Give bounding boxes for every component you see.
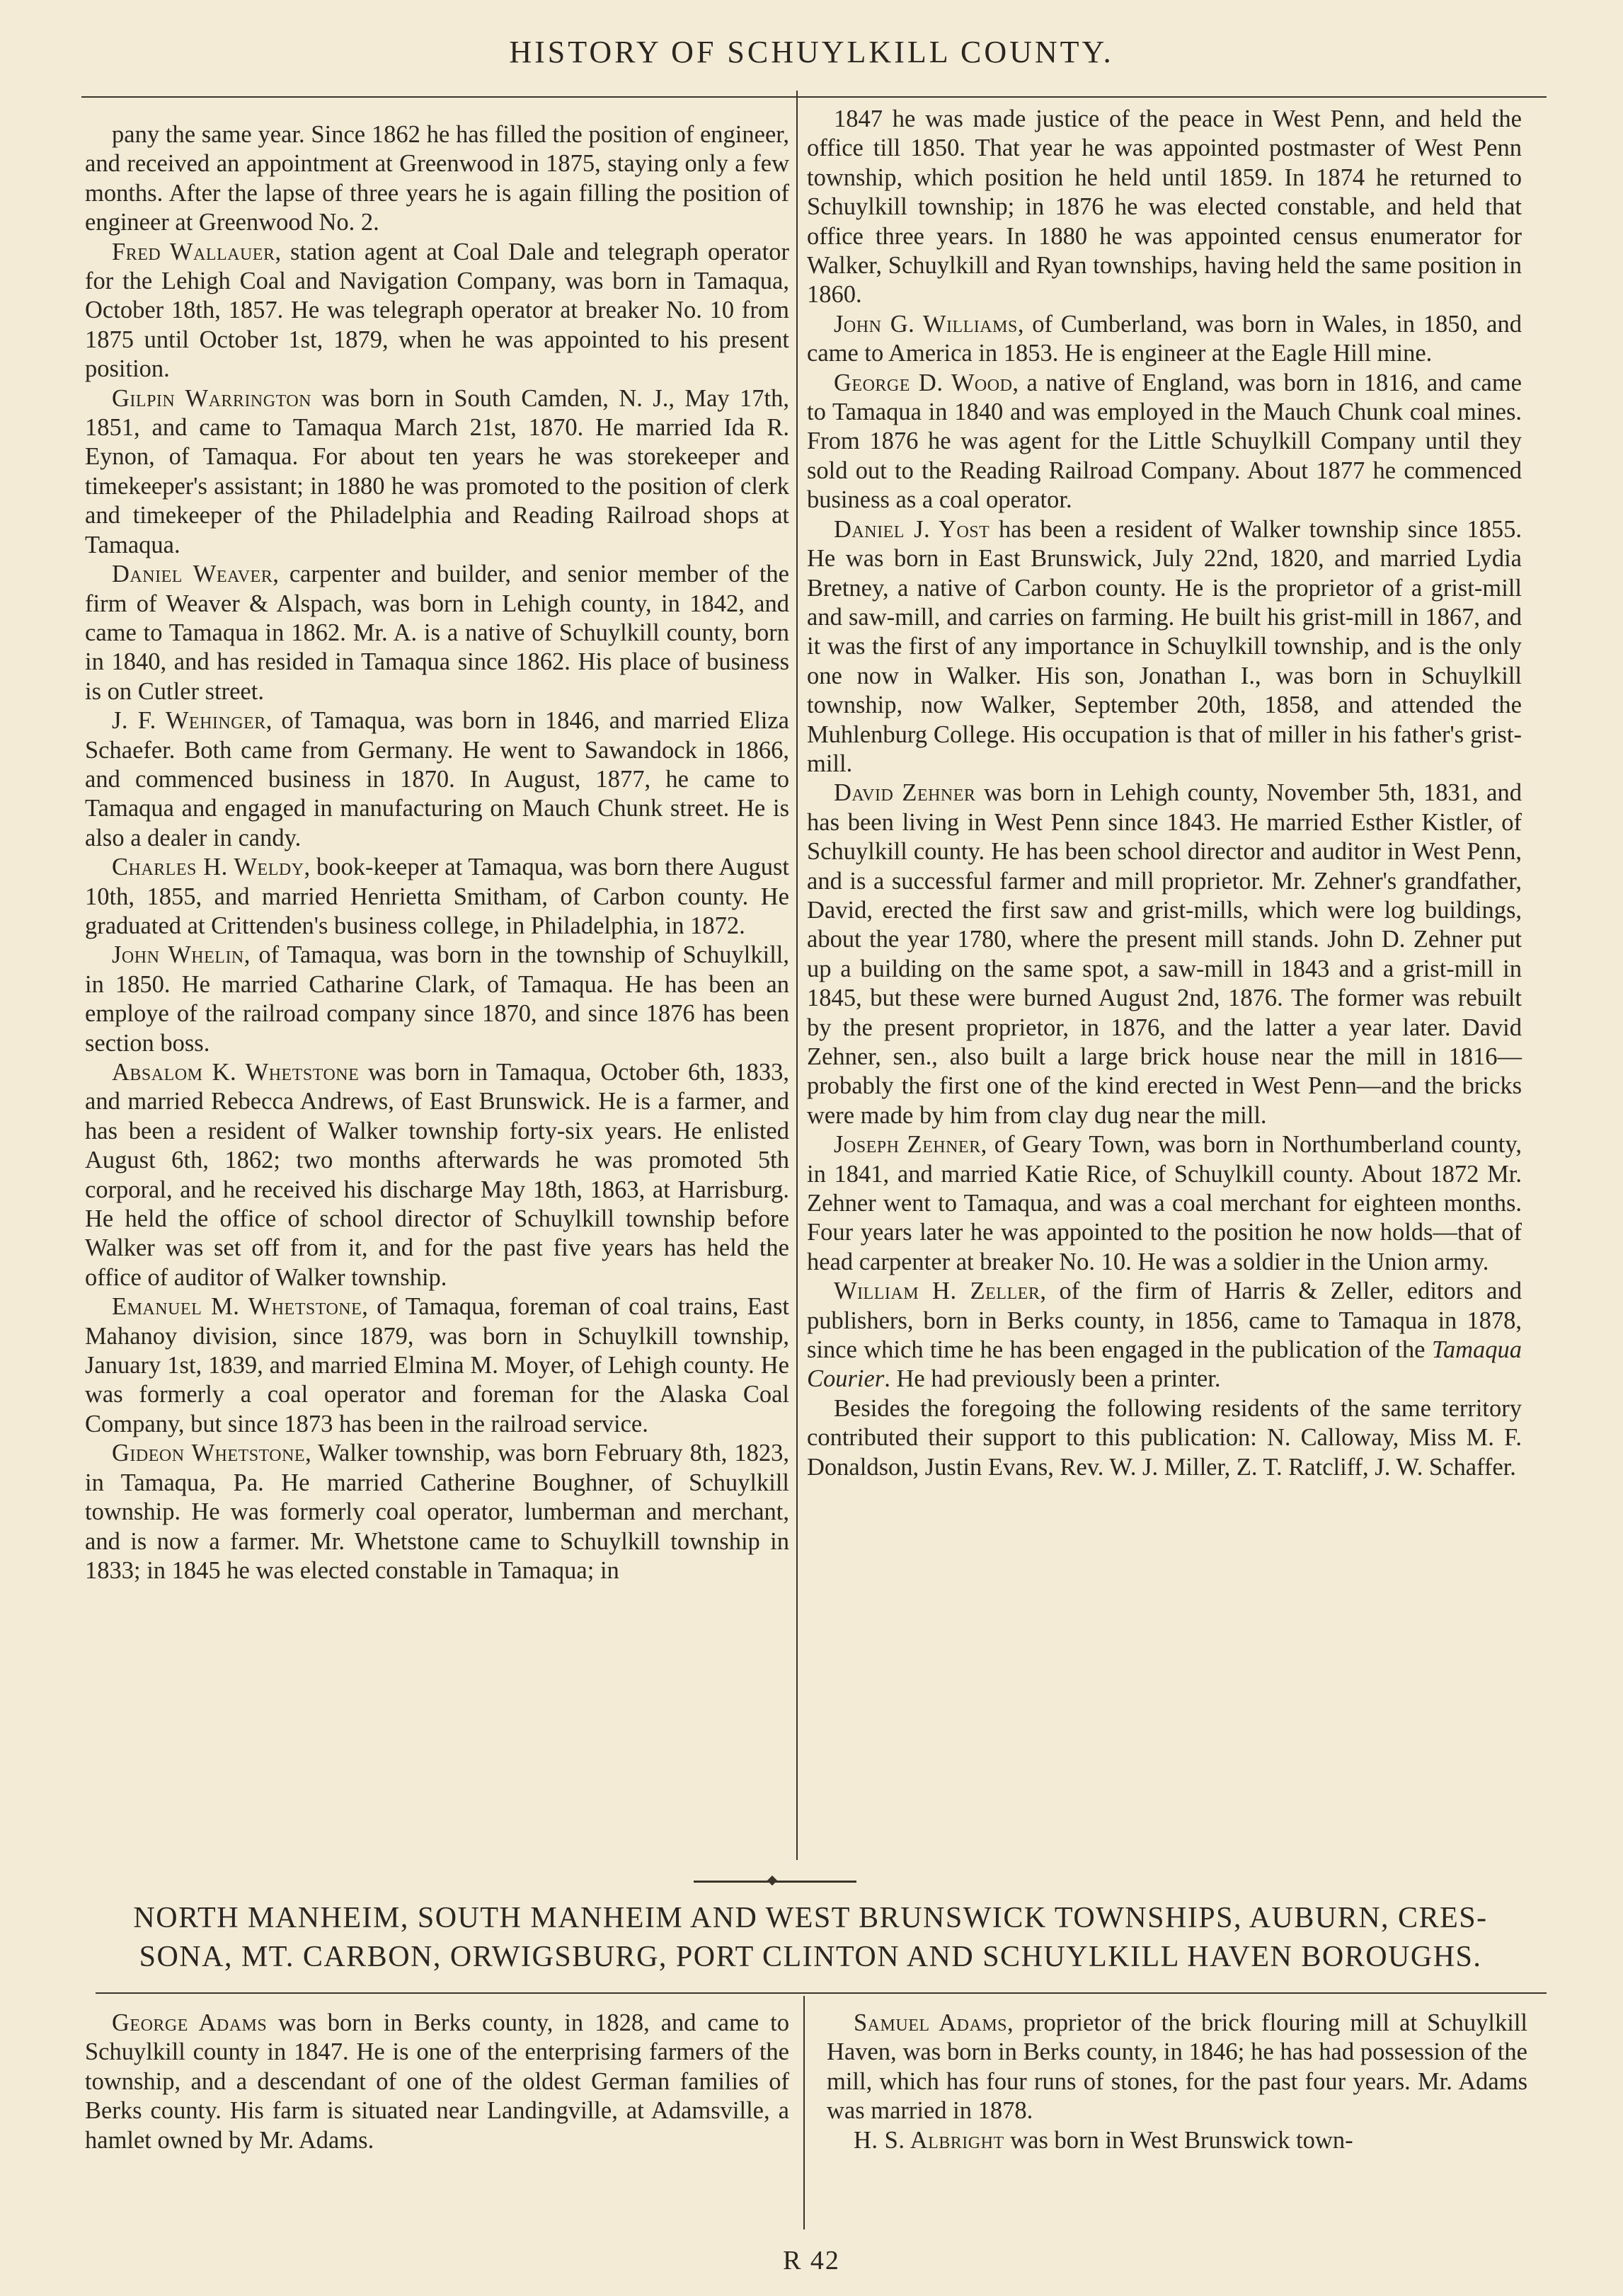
paragraph xyxy=(85,853,789,941)
section-title xyxy=(78,1899,1543,1977)
paragraph xyxy=(827,2009,1527,2126)
paragraph-text: was born in South Camden, N. J., May 17th, 1851, and came to Tamaqua March 21st, 1870. He married Ida R. Eynon, of Tamaqua. For about ten years he was storekeeper and timekeeper's assistant; in 1880 he was promoted to the position of clerk and timekeeper of the Philadelphia and Reading Railroad shops at Tamaqua. xyxy=(85,384,790,558)
person-name: Gilpin Warrington xyxy=(112,384,311,412)
person-name: Samuel Adams xyxy=(854,2009,1008,2036)
paragraph xyxy=(85,238,789,384)
top-right-column xyxy=(807,105,1522,1482)
paragraph xyxy=(85,1058,789,1292)
paragraph xyxy=(807,369,1522,515)
paragraph xyxy=(827,2126,1527,2155)
paragraph xyxy=(807,779,1522,1130)
person-name: Absalom K. Whetstone xyxy=(112,1059,360,1086)
paragraph-text: was born in Berks county, in 1828, and came to Schuylkill county in 1847. He is one of the enterprising farmers of the township, and a descendant of one of the oldest German families of Berks county. His farm is situated near Landingville, at Adamsville, a hamlet owned by Mr. Adams. xyxy=(85,2009,789,2154)
paragraph xyxy=(85,120,789,238)
paragraph-text: was born in Lehigh county, November 5th, 1831, and has been living in West Penn since 1843. He married Esther Kistler, of Schuylkill county. He has been school director and auditor in West Penn, and is a successful farmer and mill proprietor. Mr. Zehner's grandfather, David, erected the first saw and grist-mills, which were log buildings, about the year 1780, where the present mill stands. John D. Zehner put up a building on the same spot, a saw-mill in 1843 and a grist-mill in 1845, but these were burned August 2nd, 1876. The former was rebuilt by the present proprietor, in 1876, and the latter a year later. David Zehner, sen., also built a large brick house near the mill in 1816—probably the first one of the kind erected in West Penn—and the bricks were made by him from clay dug near the mill. xyxy=(807,779,1522,1129)
person-name: Charles H. Weldy xyxy=(112,854,304,881)
person-name: Gideon Whetstone xyxy=(112,1440,306,1467)
paragraph xyxy=(85,706,789,853)
person-name: George Adams xyxy=(112,2009,268,2036)
paragraph-text: was born in Tamaqua, October 6th, 1833, and married Rebecca Andrews, of East Brunswick. He is a farmer, and has been a resident of Walker township forty-six years. He enlisted August 6th, 1862; two months afterwards he was promoted 5th corporal, and he received his discharge May 18th, 1863, at Harrisburg. He held the office of school director of Schuylkill township before Walker was set off from it, and for the past five years has held the office of auditor of Walker township. xyxy=(85,1059,789,1291)
person-name: Daniel J. Yost xyxy=(834,515,990,543)
paragraph-text: , of Cumberland, was born in Wales, in 1850, and came to America in 1853. He is engineer at the Eagle Hill mine. xyxy=(807,310,1522,367)
paragraph-text-tail: . He had previously been a printer. xyxy=(884,1365,1221,1393)
running-head: HISTORY OF SCHUYLKILL COUNTY. xyxy=(509,35,1114,69)
paragraph-text: , proprietor of the brick flouring mill at Schuylkill Haven, was born in Berks county, in 1846; he has had possession of the mill, which has four runs of stones, for the past four years. Mr. Adams was married in 1878. xyxy=(827,2009,1528,2125)
top-left-column xyxy=(85,120,789,1585)
paragraph-text: , of Tamaqua, foreman of coal trains, East Mahanoy division, since 1879, was born in Schuylkill township, January 1st, 1839, and married Elmina M. Moyer, of Lehigh county. He was formerly a coal operator and foreman for the Alaska Coal Company, but since 1873 has been in the railroad service. xyxy=(85,1293,789,1437)
person-name: William H. Zeller xyxy=(834,1278,1040,1305)
section-title-line-2: SONA, MT. CARBON, ORWIGSBURG, PORT CLINTON AND SCHUYLKILL HAVEN BOROUGHS. xyxy=(139,1941,1482,1973)
person-name: John Whelin xyxy=(112,941,244,969)
section-title-line-1: NORTH MANHEIM, SOUTH MANHEIM AND WEST BRUNSWICK TOWNSHIPS, AUBURN, CRES- xyxy=(133,1902,1488,1934)
paragraph xyxy=(85,2009,789,2155)
person-name: Fred Wallauer xyxy=(112,238,275,265)
paragraph xyxy=(85,560,789,706)
paragraph-text: , a native of England, was born in 1816, and came to Tamaqua in 1840 and was employed in the Mauch Chunk coal mines. From 1876 he was agent for the Little Schuylkill Company until they sold out to the Reading Railroad Company. About 1877 he commenced business as a coal operator. xyxy=(807,369,1522,514)
paragraph xyxy=(807,1130,1522,1277)
person-name: Joseph Zehner xyxy=(834,1131,981,1159)
person-name: H. S. Albright xyxy=(854,2126,1004,2154)
paragraph-text: Besides the foregoing the following residents of the same territory contributed their support to this publication: N. Calloway, Miss M. F. Donaldson, Justin Evans, Rev. W. J. Miller, Z. T. Ratcliff, J. W. Schaffer. xyxy=(807,1394,1522,1481)
person-name: John G. Williams xyxy=(834,310,1018,338)
paragraph xyxy=(85,384,789,560)
paragraph xyxy=(807,1394,1522,1482)
person-name: Daniel Weaver xyxy=(112,561,273,588)
paragraph-text: was born in West Brunswick town- xyxy=(1004,2126,1353,2154)
paragraph-text: has been a resident of Walker township since 1855. He was born in East Brunswick, July 22nd, 1820, and married Lydia Bretney, a native of Carbon county. He is the proprietor of a grist-mill and saw-mill, and carries on farming. He built his grist-mill in 1867, and it was the first of any importance in Schuylkill township, and is the only one now in Walker. His son, Jonathan I., was born in Schuylkill township, now Walker, September 20th, 1858, and attended the Muhlenburg College. His occupation is that of miller in his father's grist-mill. xyxy=(807,515,1522,777)
person-name: George D. Wood xyxy=(834,369,1013,396)
paragraph-text: , of Tamaqua, was born in the township of Schuylkill, in 1850. He married Catharine Clark, of Tamaqua. He has been an employe of the railroad company since 1870, and since 1876 has been section boss. xyxy=(85,941,789,1057)
column-divider-bottom xyxy=(803,1996,805,2229)
paragraph-text: , book-keeper at Tamaqua, was born there August 10th, 1855, and married Henrietta Smitham, of Carbon county. He graduated at Crittenden's business college, in Philadelphia, in 1872. xyxy=(85,854,789,939)
section-ornament xyxy=(694,1881,856,1883)
paragraph-text: , of the firm of Harris & Zeller, editors and publishers, born in Berks county, in 1856, came to Tamaqua in 1878, since which time he has been engaged in the publication of the xyxy=(807,1278,1522,1364)
paragraph-text: , station agent at Coal Dale and telegraph operator for the Lehigh Coal and Navigation Company, was born in Tamaqua, October 18th, 1857. He was telegraph operator at breaker No. 10 from 1875 until October 1st, 1879, when he was appointed to his present position. xyxy=(85,238,789,383)
person-name: David Zehner xyxy=(834,779,976,807)
paragraph xyxy=(85,1292,789,1439)
publication-title: Tamaqua Courier xyxy=(807,1336,1522,1393)
paragraph xyxy=(85,1439,789,1585)
person-name: J. F. Wehinger xyxy=(112,707,266,735)
paragraph xyxy=(85,941,789,1058)
paragraph xyxy=(807,515,1522,779)
section-rule xyxy=(96,1992,1547,1994)
person-name: Emanuel M. Whetstone xyxy=(112,1293,362,1321)
paragraph-text: 1847 he was made justice of the peace in West Penn, and held the office till 1850. That year he was appointed postmaster of West Penn township, which position he held until 1859. In 1874 he returned to Schuylkill township; in 1876 he was elected constable, and held that office three years. In 1880 he was appointed census enumerator for Walker, Schuylkill and Ryan townships, having held the same position in 1860. xyxy=(807,105,1522,309)
paragraph xyxy=(807,1277,1522,1394)
top-rule xyxy=(81,96,1547,98)
paragraph xyxy=(807,310,1522,369)
paragraph-text: , Walker township, was born February 8th, 1823, in Tamaqua, Pa. He married Catherine Boughner, of Schuylkill township. He was formerly coal operator, lumberman and merchant, and is now a farmer. Mr. Whetstone came to Schuylkill township in 1833; in 1845 he was elected constable in Tamaqua; in xyxy=(85,1440,789,1584)
bottom-left-column xyxy=(85,2009,789,2155)
paragraph-text: , carpenter and builder, and senior member of the firm of Weaver & Alspach, was born in Lehigh county, in 1842, and came to Tamaqua in 1862. Mr. A. is a native of Schuylkill county, born in 1840, and has resided in Tamaqua since 1862. His place of business is on Cutler street. xyxy=(85,561,789,705)
paragraph-text: pany the same year. Since 1862 he has filled the position of engineer, and received an appointment at Greenwood in 1875, staying only a few months. After the lapse of three years he is again filling the position of engineer at Greenwood No. 2. xyxy=(85,121,789,236)
paragraph-text: , of Geary Town, was born in Northumberland county, in 1841, and married Katie Rice, of Schuylkill county. About 1872 Mr. Zehner went to Tamaqua, and was a coal merchant for eighteen months. Four years later he was appointed to the position he now holds—that of head carpenter at breaker No. 10. He was a soldier in the Union army. xyxy=(807,1131,1522,1275)
page-folio: R 42 xyxy=(783,2246,840,2275)
paragraph xyxy=(807,105,1522,310)
bottom-right-column xyxy=(827,2009,1527,2155)
paragraph-text: , of Tamaqua, was born in 1846, and married Eliza Schaefer. Both came from Germany. He went to Sawandock in 1866, and commenced business in 1870. In August, 1877, he came to Tamaqua and engaged in manufacturing on Mauch Chunk street. He is also a dealer in candy. xyxy=(85,707,789,851)
column-divider xyxy=(796,91,798,1860)
